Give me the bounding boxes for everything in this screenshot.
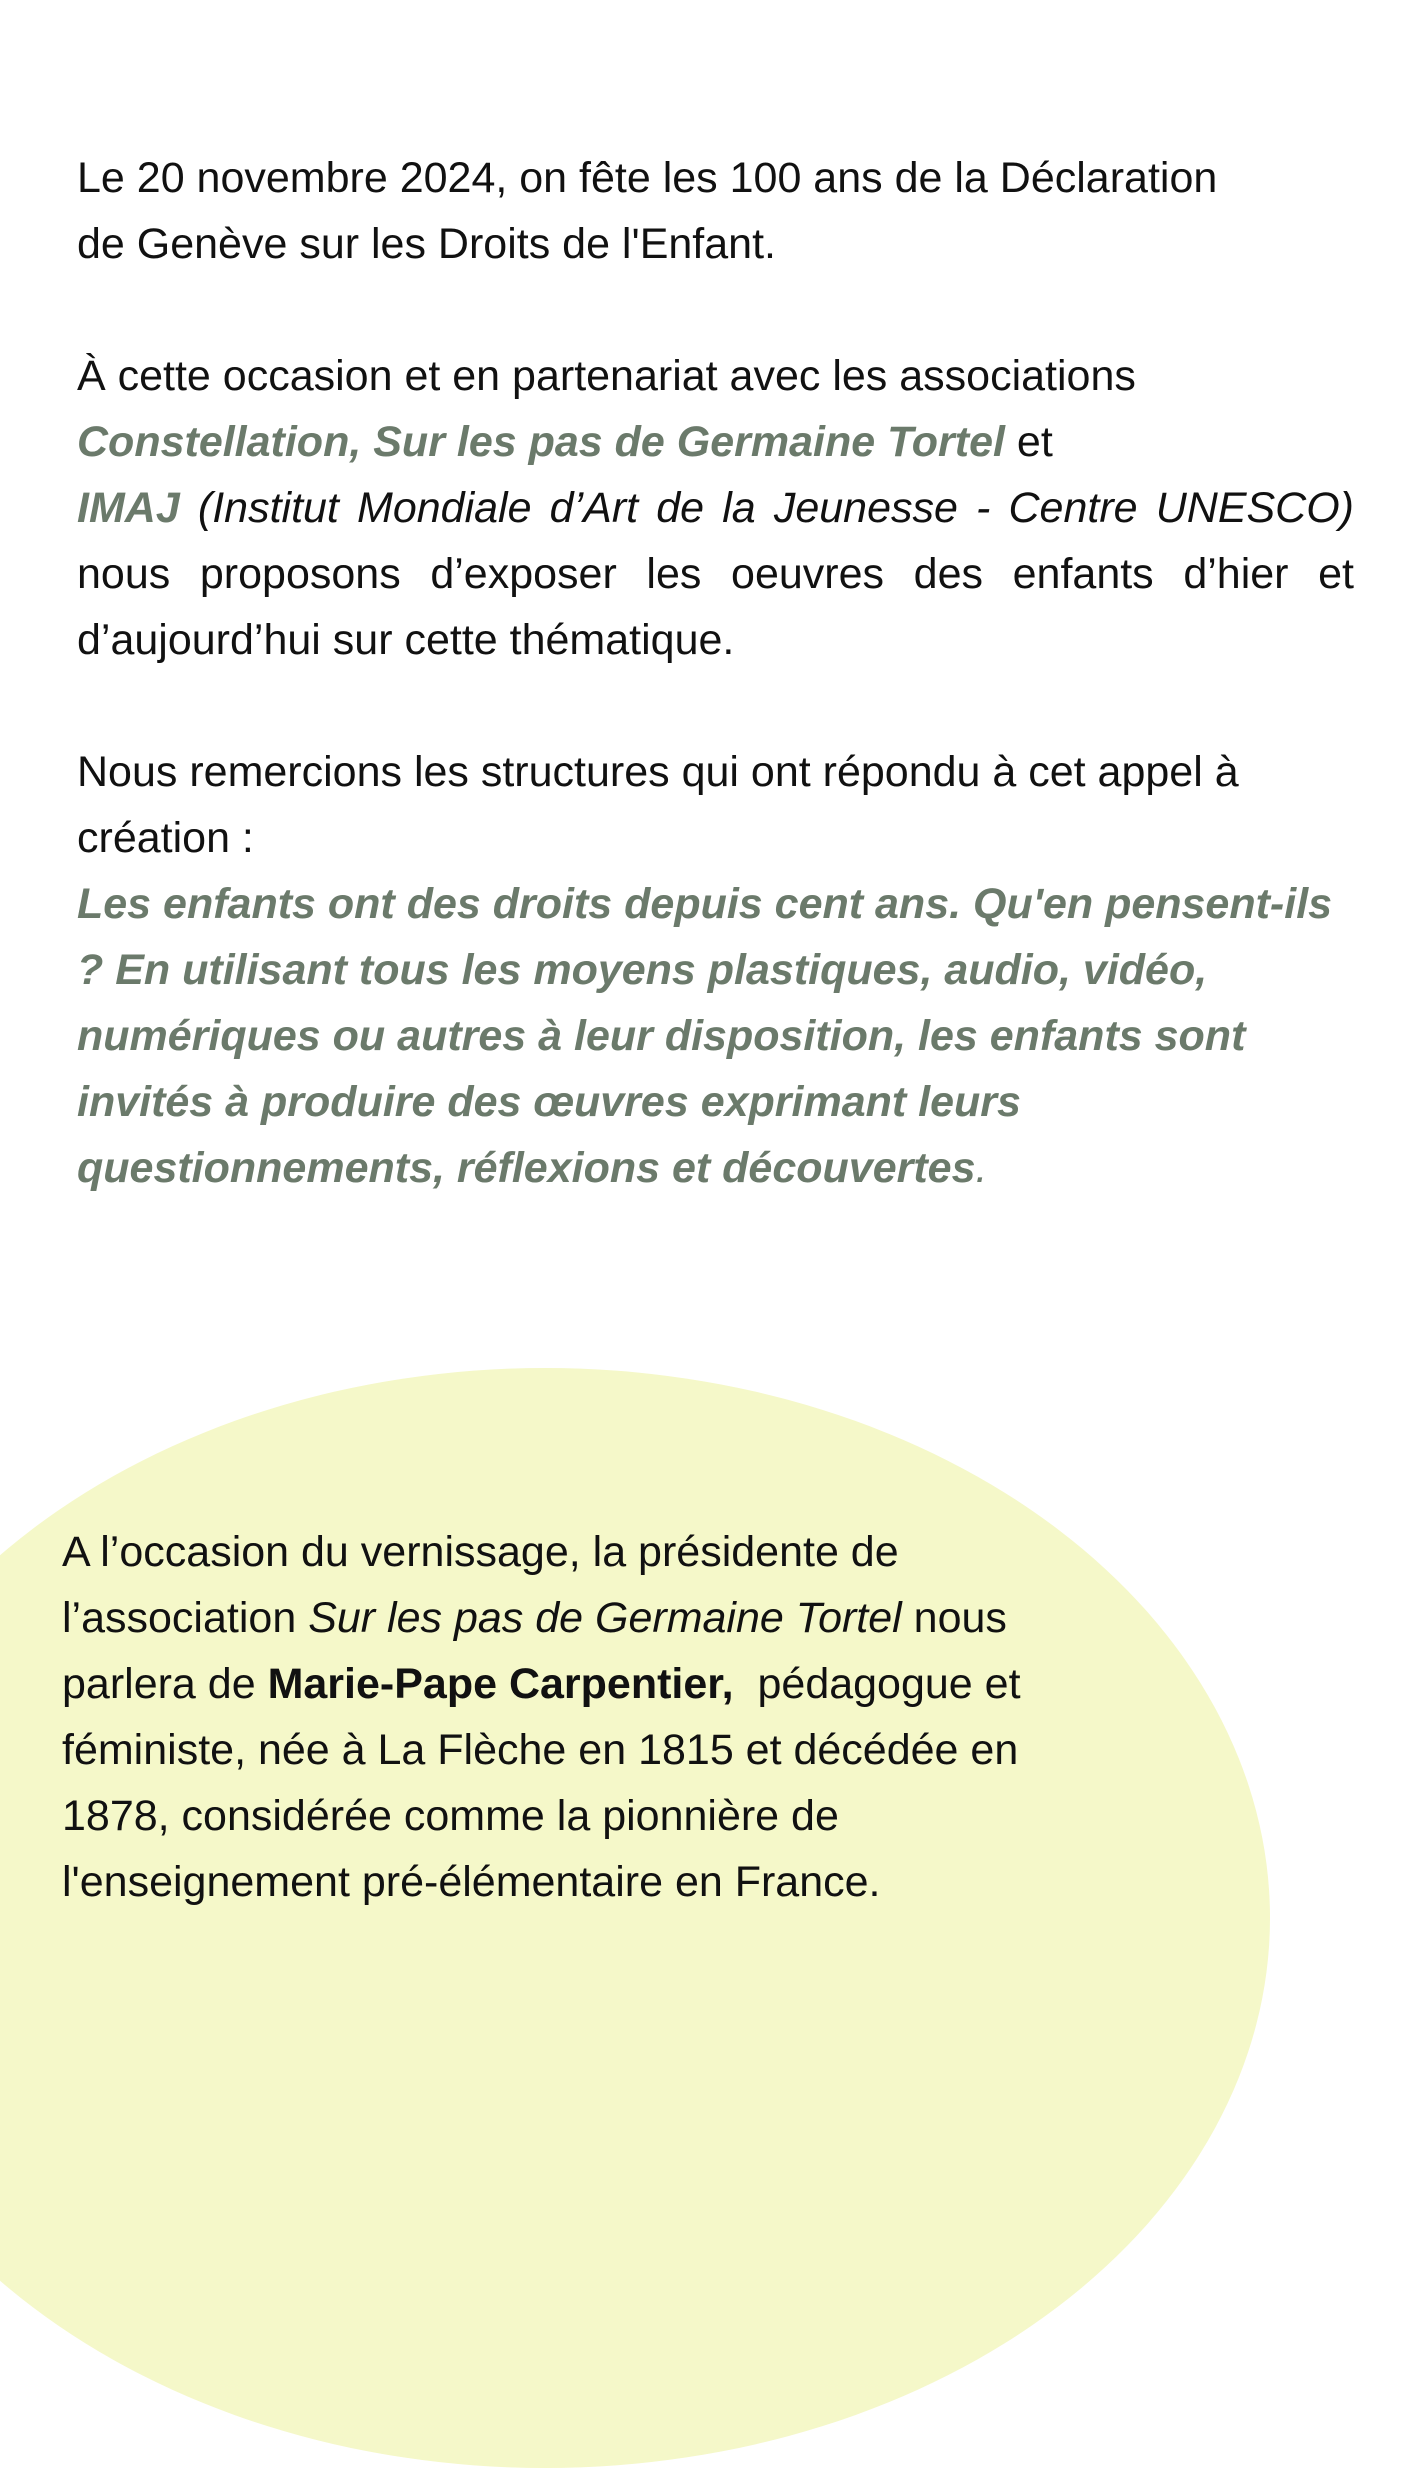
theme-text: Les enfants ont des droits depuis cent ans. Qu'en pensent-ils ? En utilisant tous les moyens plastiques, audio, vidéo, numériques ou autres à leur disposition, les enfants sont invités à produire des œuvres exprimant leurs questionnements, réflexions et découvertes	[77, 880, 1333, 1192]
partners-rest: nous proposons d’exposer les oeuvres des enfants d’hier et d’aujourd’hui sur cette thématique.	[77, 550, 1354, 664]
constellation-name: Constellation,	[77, 418, 362, 466]
vernissage-line-6: l'enseignement pré-élémentaire en France.	[62, 1858, 881, 1906]
vernissage-paragraph	[62, 1519, 1262, 1915]
vernissage-line-2-pre: l’association	[62, 1594, 309, 1642]
carpentier-name: Marie-Pape Carpentier,	[267, 1660, 734, 1708]
vernissage-tortel-name: Sur les pas de Germaine Tortel	[308, 1594, 902, 1642]
partners-et: et	[1016, 418, 1053, 466]
theme-paragraph	[77, 871, 1354, 1201]
vernissage-line-1: A l’occasion du vernissage, la présidente de	[62, 1528, 899, 1576]
tortel-association-name: Sur les pas de Germaine Tortel	[373, 418, 1005, 466]
intro-line-1: Le 20 novembre 2024, on fête les 100 ans de la Déclaration	[77, 154, 1218, 202]
thanks-paragraph	[77, 739, 1354, 871]
intro-line-2: de Genève sur les Droits de l'Enfant.	[77, 220, 776, 268]
intro-paragraph	[77, 145, 1354, 277]
imaj-name: IMAJ	[77, 484, 180, 532]
vernissage-line-3-post: pédagogue et	[733, 1660, 1021, 1708]
vernissage-line-3-pre: parlera de	[62, 1660, 268, 1708]
partners-paragraph	[77, 343, 1354, 475]
imaj-paragraph	[77, 475, 1354, 673]
partners-lead: À cette occasion et en partenariat avec les associations	[77, 352, 1136, 400]
vernissage-line-2-post: nous	[901, 1594, 1007, 1642]
vernissage-line-5: 1878, considérée comme la pionnière de	[62, 1792, 839, 1840]
vernissage-line-4: féministe, née à La Flèche en 1815 et décédée en	[62, 1726, 1019, 1774]
thanks-line: Nous remercions les structures qui ont répondu à cet appel à création :	[77, 748, 1239, 862]
main-text	[77, 145, 1354, 1201]
imaj-full-name: (Institut Mondiale d’Art de la Jeunesse - Centre UNESCO)	[197, 484, 1355, 532]
theme-end: .	[975, 1144, 988, 1192]
